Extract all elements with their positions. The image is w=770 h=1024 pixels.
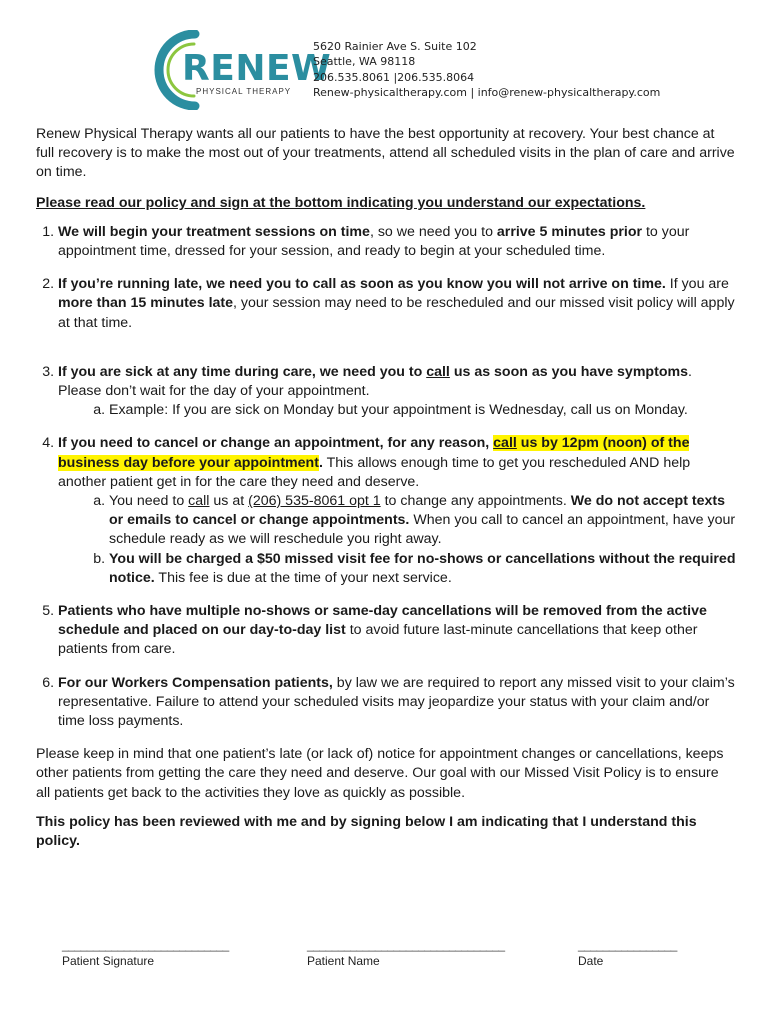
item-3-text: . Please don’t wait for the day of your appointment. — [58, 363, 692, 400]
renew-logo — [150, 30, 332, 110]
policy-item-2 — [58, 275, 736, 333]
acknowledgement: This policy has been reviewed with me and by signing below I am indicating that I understand this policy. — [36, 813, 697, 850]
policy-item-3 — [58, 363, 736, 421]
item-3-bold-b: us as soon as you have symptoms — [449, 363, 688, 380]
item-4-period: . — [318, 454, 323, 471]
item-4a-text-a: You need to — [109, 493, 189, 510]
policy-body — [36, 125, 736, 851]
address-line-1: 5620 Rainier Ave S. Suite 102 — [313, 40, 477, 53]
item-3a — [109, 401, 736, 420]
date-field[interactable] — [578, 938, 677, 968]
patient-name-line: ________________________________ — [307, 938, 505, 952]
logo-wordmark: RENEW — [182, 48, 332, 89]
item-4a-text-c: to change any appointments. — [380, 493, 571, 510]
item-6-bold: For our Workers Compensation patients, — [58, 674, 333, 691]
policy-item-5 — [58, 602, 736, 660]
policy-item-4 — [58, 434, 736, 588]
patient-signature-label: Patient Signature — [62, 954, 155, 968]
policy-list — [36, 223, 736, 731]
item-2-text-a: If you are — [665, 276, 729, 293]
item-4-text: This allows enough time to get you rescheduled AND help another patient get in for the care they need and deserve. — [58, 454, 691, 490]
patient-name-field[interactable] — [307, 938, 505, 968]
policy-item-1 — [58, 223, 736, 261]
item-1-text-a: , so we need you to — [369, 223, 497, 240]
item-4-sublist — [58, 492, 736, 588]
patient-signature-field[interactable] — [62, 938, 229, 968]
logo-subtitle: PHYSICAL THERAPY — [196, 87, 292, 96]
item-3-call-underlined: call — [426, 363, 450, 380]
item-5-text: to avoid future last-minute cancellations that keep other patients from care. — [58, 622, 698, 658]
item-4-deadline-highlight: us by 12pm (noon) of the business day before your appointment — [58, 435, 690, 471]
item-1-bold-a: We will begin your treatment sessions on time — [58, 223, 370, 240]
item-3-bold-a: If you are sick at any time during care, we need you to — [58, 363, 427, 380]
date-line: ________________ — [578, 938, 677, 952]
item-6-text: by law we are required to report any missed visit to your claim’s representative. Failure to attend your scheduled visits may jeopardize your status with your claim and/or time loss payments. — [58, 674, 735, 730]
item-4b — [109, 550, 736, 588]
intro-paragraph: Renew Physical Therapy wants all our patients to have the best opportunity at recovery. Your best chance at full recovery is to make the most out of your treatments, attend all scheduled visits in the plan of care and arrive on time. — [36, 126, 735, 181]
item-2-bold-a: If you’re running late, we need you to call as soon as you know you will not arrive on time. — [58, 276, 666, 293]
item-3a-text: Example: If you are sick on Monday but your appointment is Wednesday, call us on Monday. — [109, 402, 688, 419]
date-label: Date — [578, 954, 604, 968]
item-1-bold-b: arrive 5 minutes prior — [496, 223, 643, 240]
item-4a-text-b: us at — [209, 493, 249, 510]
website-email: Renew-physicaltherapy.com | info@renew-physicaltherapy.com — [313, 85, 661, 99]
item-4a-text-d: When you call to cancel an appointment, have your schedule ready as we will reschedule you right away. — [109, 512, 736, 548]
policy-item-6 — [58, 674, 736, 732]
item-4a-bold: We do not accept texts or emails to cancel or change appointments. — [109, 493, 726, 529]
item-5-bold: Patients who have multiple no-shows or same-day cancellations will be removed from the active schedule and placed on our day-to-day list — [58, 603, 707, 639]
patient-signature-line: ___________________________ — [62, 938, 229, 952]
contact-block — [313, 39, 660, 100]
item-2-bold-b: more than 15 minutes late — [58, 295, 234, 312]
item-3-sublist — [58, 401, 736, 420]
item-4-call-highlight: call — [493, 435, 517, 452]
item-2-text-b: , your session may need to be rescheduled and our missed visit policy will apply at that time. — [58, 295, 735, 331]
item-1-text-b: to your appointment time, dressed for your session, and ready to begin at your scheduled time. — [58, 223, 690, 260]
patient-name-label: Patient Name — [307, 954, 380, 968]
address-line-2: Seattle, WA 98118 — [313, 55, 416, 69]
item-4a-call: call — [188, 493, 210, 510]
item-4b-text: This fee is due at the time of your next service. — [154, 569, 452, 586]
letterhead — [150, 30, 661, 110]
item-4a-phone-link[interactable]: (206) 535-8061 opt 1 — [248, 493, 381, 510]
closing-paragraph: Please keep in mind that one patient’s late (or lack of) notice for appointment changes or cancellations, keeps other patients from getting the care they need and deserve. Our goal with our Missed Visit Policy is to ensure all patients get back to the activities they love as quickly as possible. — [36, 746, 724, 801]
item-4-bold-a: If you need to cancel or change an appointment, for any reason, — [58, 435, 494, 452]
phone-numbers: 206.535.8061 |206.535.8064 — [313, 70, 475, 84]
policy-notice: Please read our policy and sign at the bottom indicating you understand our expectations. — [36, 194, 646, 211]
item-4b-bold: You will be charged a $50 missed visit fee for no-shows or cancellations without the required notice. — [109, 550, 736, 586]
item-4a — [109, 492, 736, 550]
